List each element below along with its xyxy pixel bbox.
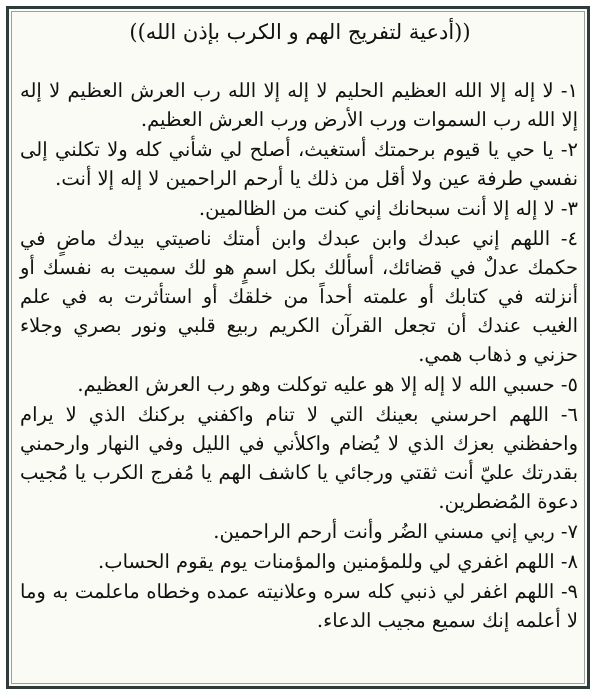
dua-text: لا إله إلا الله العظيم الحليم لا إله إلا الله رب العرش العظيم لا إله إلا الله رب السموات ورب الأرض ورب العرش العظيم. bbox=[20, 79, 578, 131]
dua-item bbox=[20, 370, 578, 399]
dua-item bbox=[20, 400, 578, 516]
dua-text: اللهم اغفر لي ذنبي كله سره وعلانيته عمده وخطاه ماعلمت به وما لا أعلمه إنك سميع مجيب الدعاء. bbox=[20, 580, 578, 632]
dua-number: ٣- bbox=[560, 197, 578, 220]
dua-text: ربي إني مسني الضُر وأنت أرحم الراحمين. bbox=[213, 520, 555, 543]
dua-number: ٥- bbox=[560, 373, 578, 396]
dua-text: اللهم احرسني بعينك التي لا تنام واكفني بركنك الذي لا يرام واحفظني بعزك الذي لا يُضام واكلأني في الليل وفي النهار وارحمني بقدرتك عليّ أنت ثقتي ورجائي يا كاشف الهم يا مُفرج الكرب يا مُجيب دعوة المُضطرين. bbox=[20, 403, 578, 513]
dua-text: لا إله إلا أنت سبحانك إني كنت من الظالمين. bbox=[198, 197, 555, 220]
dua-number: ٩- bbox=[560, 580, 579, 603]
page-title: ((أدعية لتفريج الهم و الكرب بإذن الله)) bbox=[129, 20, 471, 44]
dua-item bbox=[20, 577, 578, 635]
dua-item bbox=[20, 517, 578, 546]
dua-number: ١- bbox=[560, 79, 578, 102]
dua-item bbox=[20, 135, 578, 193]
dua-list bbox=[20, 76, 578, 636]
dua-text: يا حي يا قيوم برحمتك أستغيث، أصلح لي شأني كله ولا تكلني إلى نفسي طرفة عين ولا أقل من ذلك يا أرحم الراحمين لا إله إلا أنت. bbox=[20, 138, 578, 190]
dua-text: اللهم اغفري لي وللمؤمنين والمؤمنات يوم يقوم الحساب. bbox=[98, 550, 555, 573]
dua-text: حسبي الله لا إله إلا هو عليه توكلت وهو رب العرش العظيم. bbox=[77, 373, 555, 396]
dua-number: ٨- bbox=[560, 550, 578, 573]
dua-number: ٧- bbox=[560, 520, 578, 543]
dua-item bbox=[20, 76, 578, 134]
dua-text: اللهم إني عبدك وابن عبدك وابن أمتك ناصيتي بيدك ماضٍ في حكمك عدلٌ في قضائك، أسألك بكل اسمٍ هو لك سميت به نفسك أو أنزلته في كتابك أو علمته أحداً من خلقك أو استأثرت به في علم الغيب عندك أن تجعل القرآن الكريم ربيع قلبي ونور بصري وجلاء حزني و ذهاب همي. bbox=[20, 227, 578, 366]
dua-item bbox=[20, 194, 578, 223]
dua-item bbox=[20, 224, 578, 369]
dua-number: ٤- bbox=[560, 227, 578, 250]
dua-number: ٢- bbox=[560, 138, 578, 161]
dua-item bbox=[20, 547, 578, 576]
dua-number: ٦- bbox=[560, 403, 578, 426]
